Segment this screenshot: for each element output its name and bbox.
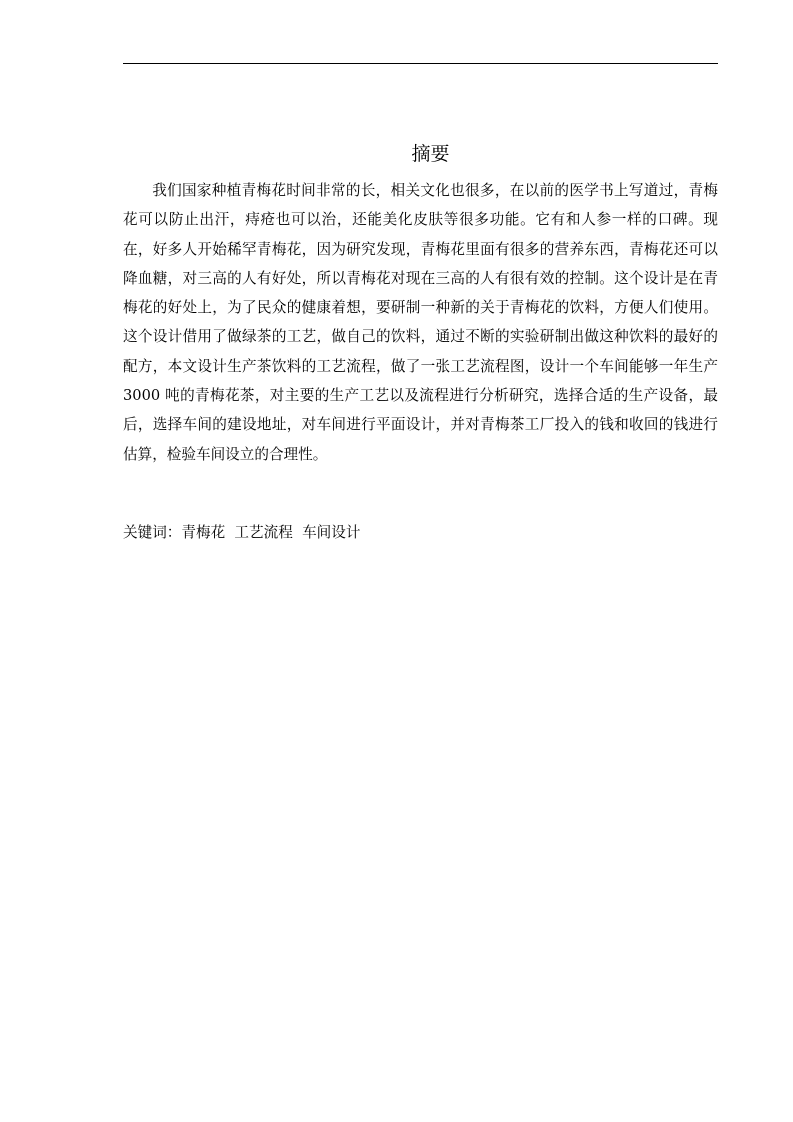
header-rule — [123, 63, 718, 64]
page-title: 摘要 — [411, 143, 450, 165]
abstract-paragraph: 我们国家种植青梅花时间非常的长，相关文化也很多，在以前的医学书上写道过，青梅花可以防止出汗，痔疮也可以治，还能美化皮肤等很多功能。它有和人参一样的口碑。现在，好多人开始稀罕青梅花，因为研究发现，青梅花里面有很多的营养东西，青梅花还可以降血糖，对三高的人有好处，所以青梅花对现在三高的人有很有效的控制。这个设计是在青梅花的好处上，为了民众的健康着想，要研制一种新的关于青梅花的饮料，方便人们使用。这个设计借用了做绿茶的工艺，做自己的饮料，通过不断的实验研制出做这种饮料的最好的配方，本文设计生产茶饮料的工艺流程，做了一张工艺流程图，设计一个车间能够一年生产 3000 吨的青梅花茶，对主要的生产工艺以及流程进行分析研究，选择合适的生产设备，最后，选择车间的建设地址，对车间进行平面设计，并对青梅茶工厂投入的钱和收回的钱进行估算，检验车间设立的合理性。 — [123, 182, 718, 463]
keywords-line: 关键词：青梅花 工艺流程 车间设计 — [123, 524, 361, 541]
